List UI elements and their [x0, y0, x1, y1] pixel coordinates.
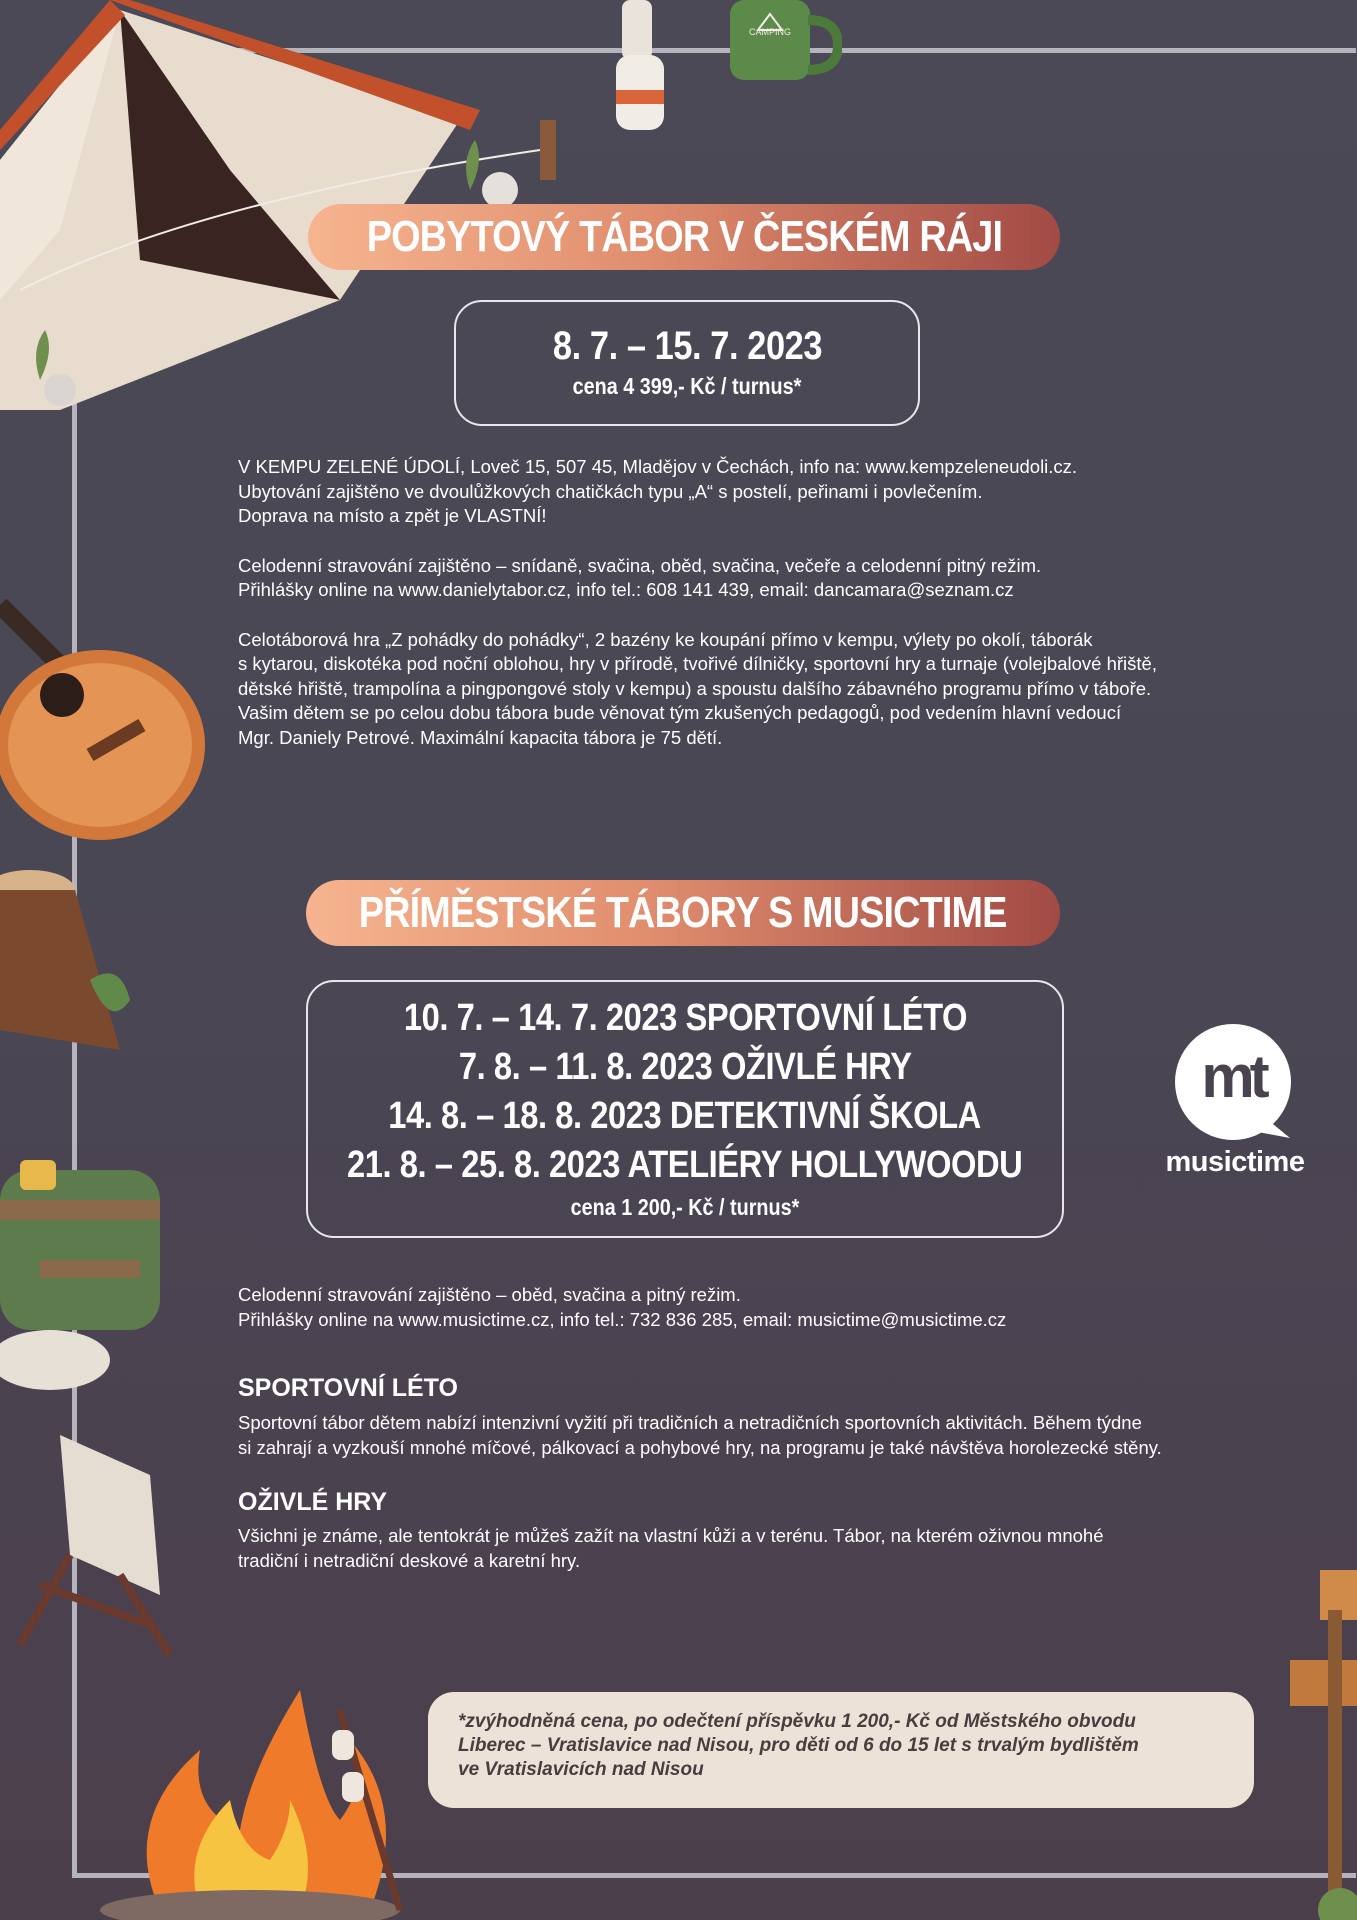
signpost-illustration [1280, 1570, 1357, 1920]
paragraph-location [238, 455, 1157, 529]
turnus-line: 14. 8. – 18. 8. 2023 DETEKTIVNÍ ŠKOLA [388, 1095, 982, 1137]
flashlight-illustration [598, 0, 688, 140]
mug-label: CAMPING [748, 27, 792, 37]
ozivle-heading: OŽIVLÉ HRY [238, 1488, 388, 1516]
logo-mark-text: mt [1201, 1043, 1265, 1110]
text-line: tradiční i netradiční deskové a karetní hry. [238, 1549, 581, 1571]
mug-illustration [722, 0, 842, 90]
text-line: Přihlášky online na www.musictime.cz, info tel.: 732 836 285, email: musictime@musictime.cz [238, 1308, 1007, 1330]
section1-title: POBYTOVÝ TÁBOR V ČESKÉM RÁJI [366, 212, 1002, 261]
musictime-logo [1150, 1020, 1320, 1180]
section2-dates-box [306, 980, 1064, 1238]
text-line: Liberec – Vratislavice nad Nisou, pro děti od 6 do 15 let s trvalým bydlištěm [458, 1735, 1139, 1756]
text-line: ve Vratislavicích nad Nisou [458, 1759, 704, 1780]
text-line: Přihlášky online na www.danielytabor.cz, info tel.: 608 141 439, email: dancamara@seznam.cz [238, 579, 1014, 600]
text-line: Sportovní tábor dětem nabízí intenzivní vyžití při tradičních a netradičních sportovních aktivitách. Během týdne [238, 1412, 1142, 1433]
price-footnote-box [428, 1692, 1254, 1808]
text-line: Celotáborová hra „Z pohádky do pohádky“, 2 bazény ke koupání přímo v kempu, výlety po okolí, táborák [238, 628, 1093, 650]
section1-description [238, 455, 1157, 775]
turnus-line: 21. 8. – 25. 8. 2023 ATELIÉRY HOLLYWOODU [347, 1144, 1023, 1186]
turnus-line: 7. 8. – 11. 8. 2023 OŽIVLÉ HRY [458, 1046, 912, 1088]
section1-date-box [454, 300, 920, 426]
text-line: Všichni je známe, ale tentokrát je můžeš zažít na vlastní kůži a v terénu. Tábor, na kterém oživnou mnohé [238, 1525, 1104, 1546]
section2-info [238, 1283, 1006, 1332]
text-line: s kytarou, diskotéka pod noční oblohou, hry v přírodě, tvořivé dílničky, sportovní hry a turnaje (volejbalové hřiště, [238, 653, 1157, 674]
section2-title-banner [306, 880, 1060, 946]
stump-illustration [0, 870, 150, 1070]
sportovni-heading: SPORTOVNÍ LÉTO [238, 1374, 458, 1402]
section1-price: cena 4 399,- Kč / turnus* [572, 373, 802, 399]
section2-title: PŘÍMĚSTSKÉ TÁBORY S MUSICTIME [359, 888, 1007, 937]
text-line: Celodenní stravování zajištěno – snídaně, svačina, oběd, svačina, večeře a celodenní pitný režim. [238, 554, 1042, 576]
ozivle-description [238, 1524, 1104, 1573]
backpack-illustration [0, 1140, 200, 1400]
chair-illustration [0, 1425, 180, 1675]
section1-title-banner [308, 204, 1060, 270]
text-line: Mgr. Daniely Petrové. Maximální kapacita tábora je 75 dětí. [238, 726, 723, 748]
price-footnote [458, 1710, 1238, 1782]
turnus-line: 10. 7. – 14. 7. 2023 SPORTOVNÍ LÉTO [403, 997, 967, 1039]
text-line: Ubytování zajištěno ve dvoulůžkových chatičkách typu „A“ s postelí, peřinami i povlečením. [238, 480, 983, 502]
text-line: V KEMPU ZELENÉ ÚDOLÍ, Loveč 15, 507 45, Mladějov v Čechách, info na: www.kempzeleneudoli.cz. [238, 456, 1078, 477]
text-line: Vašim dětem se po celou dobu tábora bude věnovat tým zkušených pedagogů, pod vedením hlavní vedoucí [238, 702, 1122, 723]
section2-price: cena 1 200,- Kč / turnus* [570, 1194, 800, 1220]
campfire-illustration [60, 1680, 440, 1920]
paragraph-catering [238, 554, 1157, 603]
text-line: Doprava na místo a zpět je VLASTNÍ! [238, 505, 547, 526]
guitar-illustration [0, 575, 220, 845]
text-line: si zahrají a vyzkouší mnohé míčové, pálkovací a pohybové hry, na programu je také návštěva horolezecké stěny. [238, 1436, 1162, 1458]
paragraph-program [238, 628, 1157, 751]
text-line: Celodenní stravování zajištěno – oběd, svačina a pitný režim. [238, 1284, 741, 1305]
text-line: *zvýhodněná cena, po odečtení příspěvku 1 200,- Kč od Městského obvodu [458, 1711, 1136, 1732]
text-line: dětské hřiště, trampolína a pingpongové stoly v kempu) a spoustu dalšího zábavného programu přímo v táboře. [238, 677, 1152, 699]
section1-dates: 8. 7. – 15. 7. 2023 [552, 324, 822, 368]
sportovni-description [238, 1411, 1162, 1460]
logo-name: musictime [1165, 1146, 1305, 1178]
